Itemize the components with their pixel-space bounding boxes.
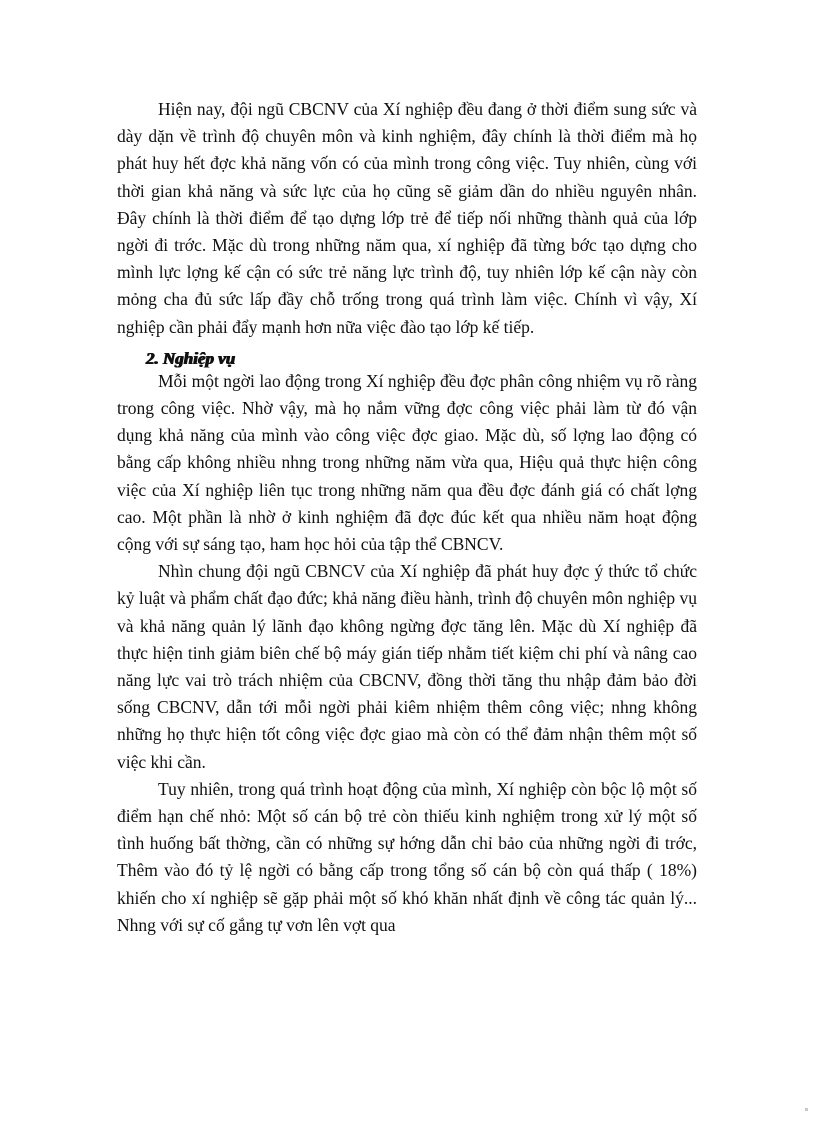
paragraph-discipline: Nhìn chung đội ngũ CBNCV của Xí nghiệp đã phát huy đợc ý thức tổ chức kỷ luật và phẩm chất đạo đức; khả năng điều hành, trình độ chuyên môn nghiệp vụ và khả năng quản lý lãnh đạo không ngừng đợc tăng lên. Mặc dù Xí nghiệp đã thực hiện tinh giảm biên chế bộ máy gián tiếp nhằm tiết kiệm chi phí và nâng cao năng lực vai trò trách nhiệm của CBCNV, đồng thời tăng thu nhập đảm bảo đời sống CBCNV, dẫn tới mỗi ngời phải kiêm nhiệm thêm công việc; nhng không những họ thực hiện tốt công việc đợc giao mà còn có thể đảm nhận thêm một số việc khi cần. [117,561,697,772]
paragraph-task-assignment: Mỗi một ngời lao động trong Xí nghiệp đều đợc phân công nhiệm vụ rõ ràng trong công việc. Nhờ vậy, mà họ nắm vững đợc công việc phải làm từ đó vận dụng khả năng của mình vào công việc đợc giao. Mặc dù, số lợng lao động có bằng cấp không nhiều nhng trong những năm vừa qua, Hiệu quả thực hiện công việc của Xí nghiệp liên tục trong những năm qua đều đợc đánh giá có chất lợng cao. Một phần là nhờ ở kinh nghiệm đã đợc đúc kết qua nhiều năm hoạt động cộng với sự sáng tạo, ham học hỏi của tập thể CBNCV. [117,370,697,555]
paragraph-staff-overview: Hiện nay, đội ngũ CBCNV của Xí nghiệp đều đang ở thời điểm sung sức và dày dặn về trình độ chuyên môn và kinh nghiệm, đây chính là thời điểm mà họ phát huy hết đợc khả năng vốn có của mình trong công việc. Tuy nhiên, cùng với thời gian khả năng và sức lực của họ cũng sẽ giảm dần do nhiều nguyên nhân. Đây chính là thời điểm để tạo dựng lớp trẻ để tiếp nối những thành quả của lớp ngời đi trớc. Mặc dù trong những năm qua, xí nghiệp đã từng bớc tạo dựng cho mình lực lợng kế cận có sức trẻ năng lực trình độ, tuy nhiên lớp kế cận này còn mỏng cha đủ sức lấp đầy chỗ trống trong quá trình làm việc. Chính vì vậy, Xí nghiệp cần phải đẩy mạnh hơn nữa việc đào tạo lớp kế tiếp. [117,99,697,337]
page-corner-mark [805,1108,808,1111]
document-page [117,96,697,939]
paragraph-limitations: Tuy nhiên, trong quá trình hoạt động của mình, Xí nghiệp còn bộc lộ một số điểm hạn chế nhỏ: Một số cán bộ trẻ còn thiếu kinh nghiệm trong xử lý một số tình huống bất thờng, cần có những sự hớng dẫn chỉ bảo của những ngời đi trớc, Thêm vào đó tỷ lệ ngời có bằng cấp trong tổng số cán bộ còn quá thấp ( 18%) khiến cho xí nghiệp sẽ gặp phải một số khó khăn nhất định về công tác quản lý... Nhng với sự cố gắng tự vơn lên vợt qua [117,778,697,935]
section-heading-nghiep-vu: 2. Nghiệp vụ [146,348,236,368]
